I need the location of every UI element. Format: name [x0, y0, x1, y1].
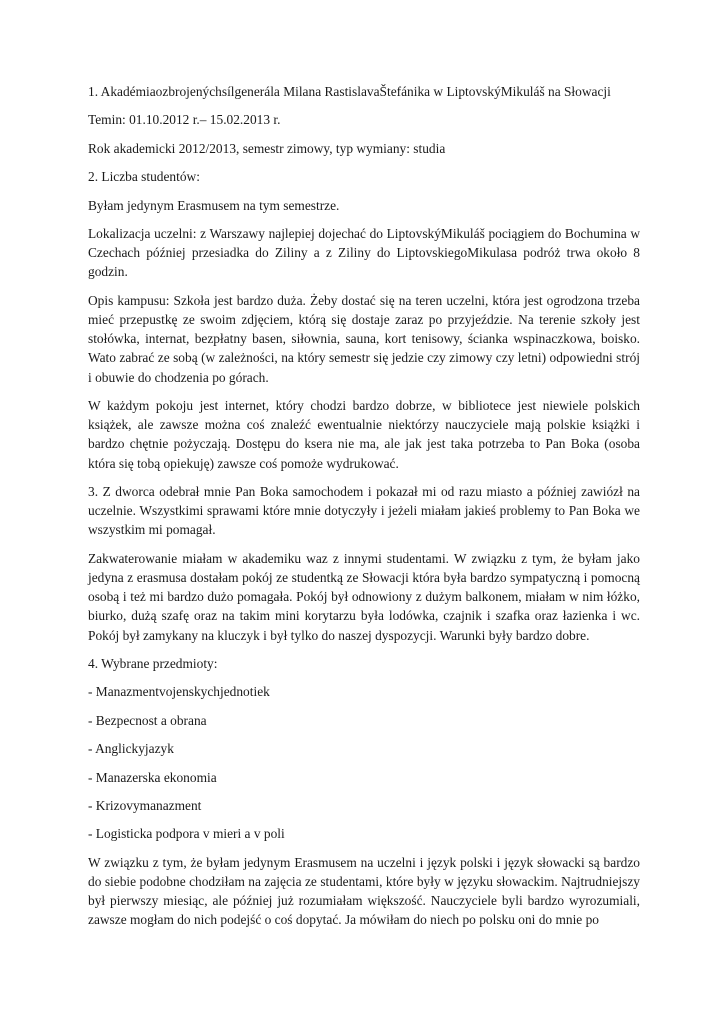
subject-item: - Anglickyjazyk: [88, 741, 174, 757]
closing-paragraph: W związku z tym, że byłam jedynym Erasmusem na uczelni i język polski i język słowacki są bardzo do siebie podobne chodziłam na zajęcia ze studentami, które były w języku słowackim. Najtrudniejszy był pierwszy miesiąc, ale później już rozumiałam większość. Nauczyciele byli bardzo wyrozumiali, zawsze mogłam do nich podejść o coś dopytać. Ja mówiłam do niech po polsku oni do mnie po: [88, 854, 640, 928]
document-page: [88, 82, 640, 930]
accommodation-paragraph: Zakwaterowanie miałam w akademiku waz z innymi studentami. W związku z tym, że byłam jako jedyna z erasmusa dostałam pokój ze studentką ze Słowacji która była bardzo sympatyczną i pomocną osobą i też mi bardzo dużo pomagała. Pokój był odnowiony z dużym balkonem, miałam w nim łóżko, biurko, dużą szafę oraz na takim mini korytarzu była lodówka, czajnik i szafka oraz łazienka i wc. Pokój był zamykany na kluczyk i był tylko do naszej dyspozycji. Warunki były bardzo dobre.: [88, 550, 640, 643]
campus-paragraph: Opis kampusu: Szkoła jest bardzo duża. Żeby dostać się na teren uczelni, która jest ogrodzona trzeba mieć przepustkę ze swoim zdjęciem, którą się dostaje zaraz po przyjeździe. Na terenie szkoły jest stołówka, internat, bezpłatny basen, siłownia, sauna, kort tenisowy, ścianka wspinaczkowa, boisko. Wato zabrać ze sobą (w zależności, na który semestr się jedzie czy zimowy czy letni) odpowiedni strój i obuwie do chodzenia po górach.: [88, 292, 640, 385]
academic-year: Rok akademicki 2012/2013, semestr zimowy, typ wymiany: studia: [88, 140, 446, 156]
subject-item: - Logisticka podpora v mieri a v poli: [88, 826, 285, 842]
subject-item: - Manazmentvojenskychjednotiek: [88, 684, 270, 700]
subject-item: - Bezpecnost a obrana: [88, 712, 207, 728]
internet-paragraph: W każdym pokoju jest internet, który chodzi bardzo dobrze, w bibliotece jest niewiele polskich książek, ale zawsze można coś znaleźć ewentualnie niektórzy nauczyciele mają polskie książki i bardzo chętnie pożyczają. Dostępu do ksera nie ma, ale jak jest taka potrzeba to Pan Boka (osoba która się tobą opiekuję) zawsze coś pomoże wydrukować.: [88, 397, 640, 471]
subject-item: - Manazerska ekonomia: [88, 769, 217, 785]
subjects-heading: 4. Wybrane przedmioty:: [88, 655, 218, 671]
students-heading: 2. Liczba studentów:: [88, 169, 200, 185]
location-paragraph: Lokalizacja uczelni: z Warszawy najlepiej dojechać do LiptovskýMikuláš pociągiem do Bochumina w Czechach później przesiadka do Ziliny a z Ziliny do LiptovskiegoMikulasa podróż trwa około 8 godzin.: [88, 225, 640, 280]
students-count-text: Byłam jedynym Erasmusem na tym semestrze.: [88, 197, 340, 213]
term-dates: Temin: 01.10.2012 r.– 15.02.2013 r.: [88, 112, 281, 128]
arrival-paragraph: 3. Z dworca odebrał mnie Pan Boka samochodem i pokazał mi od razu miasto a później zawiózł na uczelnie. Wszystkimi sprawami które mnie dotyczyły i jeżeli miałam jakieś problemy to Pan Boka we wszystkim mi pomagał.: [88, 483, 640, 538]
subject-item: - Krizovymanazment: [88, 797, 202, 813]
university-heading: 1. Akadémiaozbrojenýchsílgenerála Milana RastislavaŠtefánika w LiptovskýMikuláš na Słowacji: [88, 84, 611, 99]
